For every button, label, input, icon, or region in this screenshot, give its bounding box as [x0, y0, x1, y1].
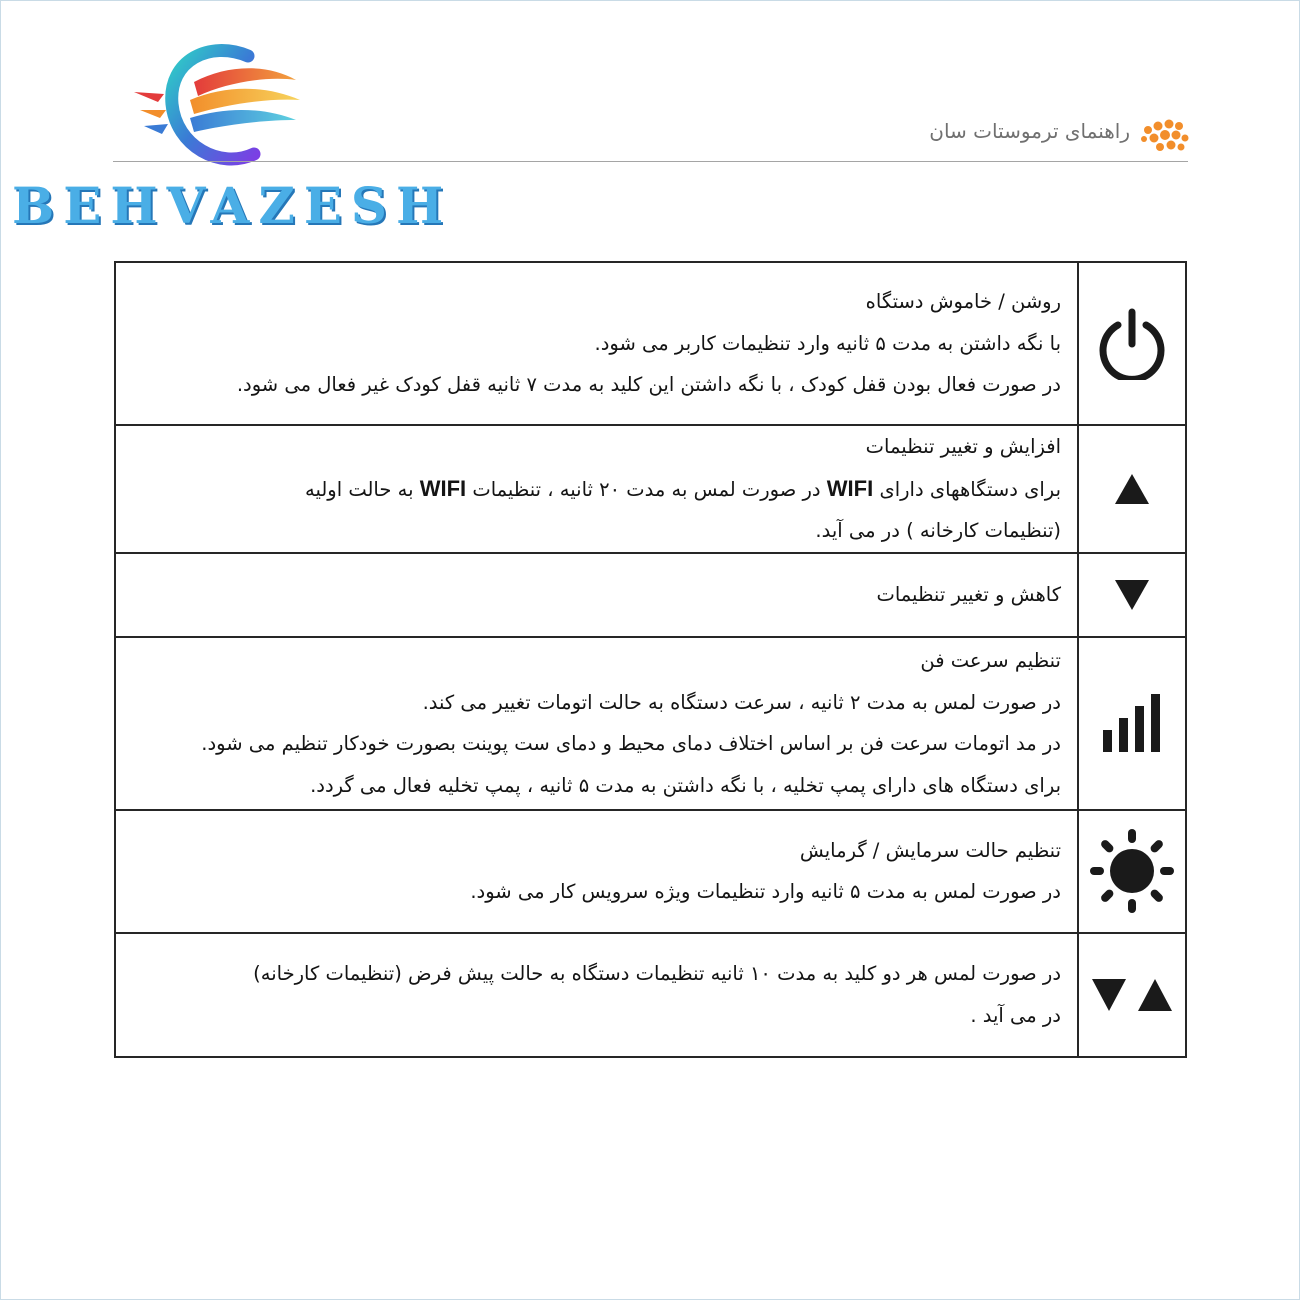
table-row [115, 637, 1186, 810]
row-text [126, 468, 1061, 511]
table-row [115, 425, 1186, 553]
row-text-part: برای دستگاههای دارای [879, 477, 1061, 501]
row-title: افزایش و تغییر تنظیمات [865, 435, 1061, 458]
row-title: تنظیم حالت سرمایش / گرمایش [799, 838, 1061, 862]
arrow-up-icon [1114, 473, 1150, 505]
arrow-down-icon [1114, 579, 1150, 611]
description-cell [115, 425, 1078, 553]
row-title: کاهش و تغییر تنظیمات [876, 582, 1061, 606]
row-text: در صورت لمس به مدت ۲ ثانیه ، سرعت دستگاه به حالت اتومات تغییر می کند. [422, 690, 1061, 714]
icon-cell [1078, 810, 1186, 933]
wifi-label: WIFI [419, 475, 467, 501]
row-text: در صورت لمس هر دو کلید به مدت ۱۰ ثانیه تنظیمات دستگاه به حالت پیش فرض (تنظیمات کارخانه) [253, 962, 1061, 985]
row-title: تنظیم سرعت فن [920, 649, 1061, 672]
sun-icon [1089, 828, 1175, 914]
wifi-label: WIFI [826, 475, 874, 501]
table-row [115, 933, 1186, 1057]
thermostat-logo-icon [1138, 116, 1190, 156]
icon-cell [1078, 425, 1186, 553]
row-text: (تنظیمات کارخانه ) در می آید. [815, 519, 1061, 542]
description-cell [115, 262, 1078, 425]
header-divider [113, 161, 1188, 162]
brand-logo-icon [128, 42, 308, 174]
row-title: روشن / خاموش دستگاه [865, 290, 1061, 314]
row-text: در صورت لمس به مدت ۵ ثانیه وارد تنظیمات ویژه سرویس کار می شود. [470, 880, 1061, 903]
row-text: در می آید . [970, 1003, 1061, 1027]
row-text: در مد اتومات سرعت فن بر اساس اختلاف دمای محیط و دمای ست پوینت بصورت خودکار تنظیم می شود. [201, 732, 1061, 755]
row-text: در صورت فعال بودن قفل کودک ، با نگه داشتن این کلید به مدت ۷ ثانیه قفل کودک غیر فعال می شود. [236, 373, 1061, 397]
thermostat-guide-table [114, 261, 1187, 1058]
description-cell [115, 810, 1078, 933]
table-row [115, 262, 1186, 425]
description-cell [115, 637, 1078, 810]
icon-cell [1078, 553, 1186, 637]
fan-speed-icon [1102, 694, 1162, 752]
description-cell [115, 553, 1078, 637]
header-caption: راهنمای ترموستات سان [929, 119, 1130, 143]
row-text: برای دستگاه های دارای پمپ تخلیه ، با نگه داشتن به مدت ۵ ثانیه ، پمپ تخلیه فعال می گردد. [310, 773, 1061, 797]
table-row [115, 553, 1186, 637]
row-text-part: به حالت اولیه [305, 477, 414, 501]
icon-cell [1078, 637, 1186, 810]
up-down-arrows-icon [1091, 978, 1173, 1012]
row-text-part: در صورت لمس به مدت ۲۰ ثانیه ، تنظیمات [472, 477, 821, 501]
description-cell [115, 933, 1078, 1057]
table-row [115, 810, 1186, 933]
icon-cell [1078, 262, 1186, 425]
brand-wordmark: BEHVAZESH [12, 176, 453, 235]
icon-cell [1078, 933, 1186, 1057]
power-icon [1096, 308, 1168, 380]
row-text: با نگه داشتن به مدت ۵ ثانیه وارد تنظیمات کاربر می شود. [594, 331, 1061, 355]
